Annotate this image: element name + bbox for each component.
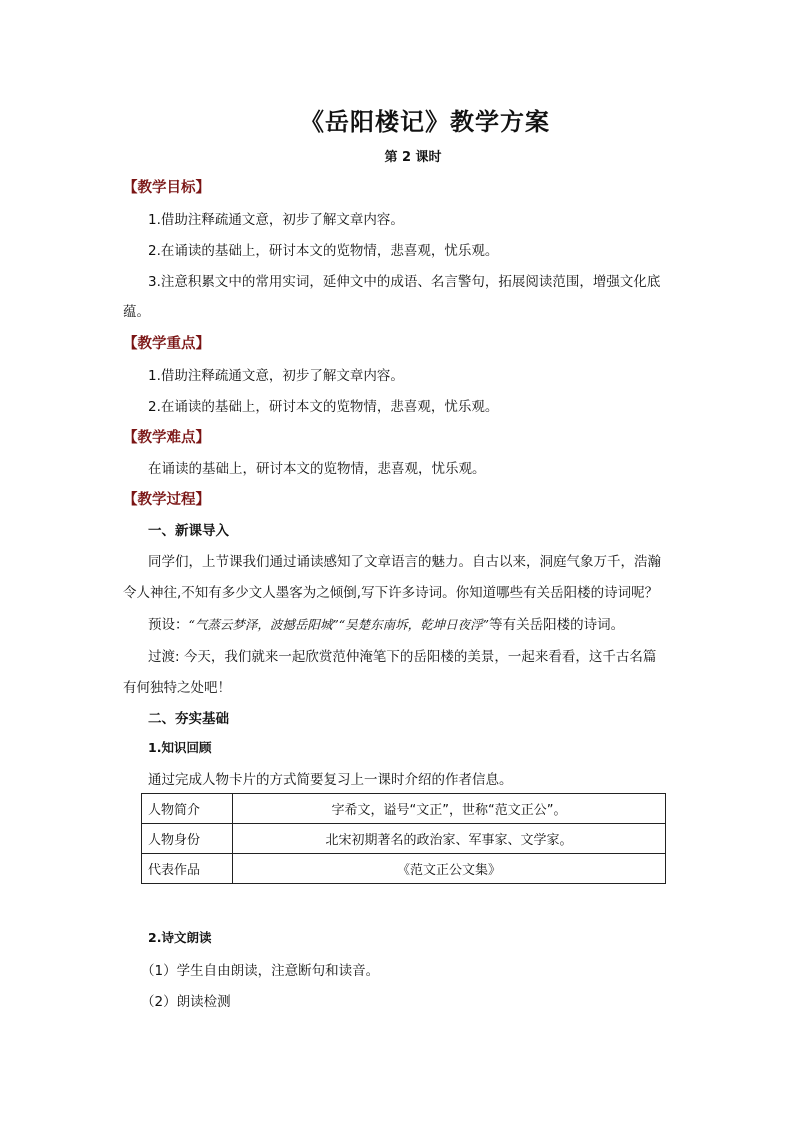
- section-heading-goals: 【教学目标】: [123, 180, 210, 196]
- poem-reading-item: （2）朗读检测: [141, 994, 231, 1010]
- goal-item: 2.在诵读的基础上，研讨本文的览物情，悲喜观，忧乐观。: [148, 243, 499, 259]
- preset-label: 预设：: [148, 617, 189, 633]
- section-heading-process: 【教学过程】: [123, 492, 210, 508]
- table-cell-value: 北宋初期著名的政治家、军事家、文学家。: [233, 824, 666, 854]
- knowledge-review-heading: 1.知识回顾: [148, 740, 212, 755]
- goal-item-continued: 蕴。: [123, 304, 150, 320]
- preset-tail: 等有关岳阳楼的诗词。: [489, 617, 625, 633]
- table-cell-value: 《范文正公文集》: [233, 854, 666, 884]
- preset-line: [148, 613, 688, 633]
- transition-line: 过渡: 今天，我们就来一起欣赏范仲淹笔下的岳阳楼的美景，一起来看看，这千古名篇: [148, 649, 657, 665]
- author-info-table: [141, 793, 666, 884]
- table-row: [142, 824, 666, 854]
- goal-item: 1.借助注释疏通文意，初步了解文章内容。: [148, 212, 404, 228]
- table-cell-label: 代表作品: [142, 854, 233, 884]
- page-title: 《岳阳楼记》教学方案: [300, 108, 550, 136]
- process-part1-heading: 一、新课导入: [148, 523, 229, 539]
- process-part2-heading: 二、夯实基础: [148, 711, 229, 727]
- intro-paragraph-line: 同学们，上节课我们通过诵读感知了文章语言的魅力。自古以来，洞庭气象万千，浩瀚: [148, 554, 661, 570]
- poem-reading-item: （1）学生自由朗读，注意断句和读音。: [141, 963, 380, 979]
- key-point-item: 2.在诵读的基础上，研讨本文的览物情，悲喜观，忧乐观。: [148, 399, 499, 415]
- table-cell-label: 人物简介: [142, 794, 233, 824]
- table-cell-label: 人物身份: [142, 824, 233, 854]
- difficulty-text: 在诵读的基础上，研讨本文的览物情，悲喜观，忧乐观。: [148, 461, 486, 477]
- poem-reading-heading: 2.诗文朗读: [148, 930, 212, 945]
- section-heading-key-points: 【教学重点】: [123, 336, 210, 352]
- intro-paragraph-line: 令人神往,不知有多少文人墨客为之倾倒,写下许多诗词。你知道哪些有关岳阳楼的诗词呢？: [123, 585, 659, 601]
- preset-quote: “气蒸云梦泽，波撼岳阳城”“吴楚东南坼，乾坤日夜浮”: [188, 617, 490, 632]
- goal-item: 3.注意积累文中的常用实词，延伸文中的成语、名言警句，拓展阅读范围，增强文化底: [148, 274, 661, 290]
- section-heading-difficulties: 【教学难点】: [123, 430, 210, 446]
- table-row: [142, 854, 666, 884]
- transition-line: 有何独特之处吧！: [123, 680, 231, 696]
- table-row: [142, 794, 666, 824]
- knowledge-review-text: 通过完成人物卡片的方式简要复习上一课时介绍的作者信息。: [148, 772, 513, 788]
- table-cell-value: 字希文，谥号“文正”，世称“范文正公”。: [233, 794, 666, 824]
- lesson-number: 第 2 课时: [384, 150, 442, 165]
- key-point-item: 1.借助注释疏通文意，初步了解文章内容。: [148, 368, 404, 384]
